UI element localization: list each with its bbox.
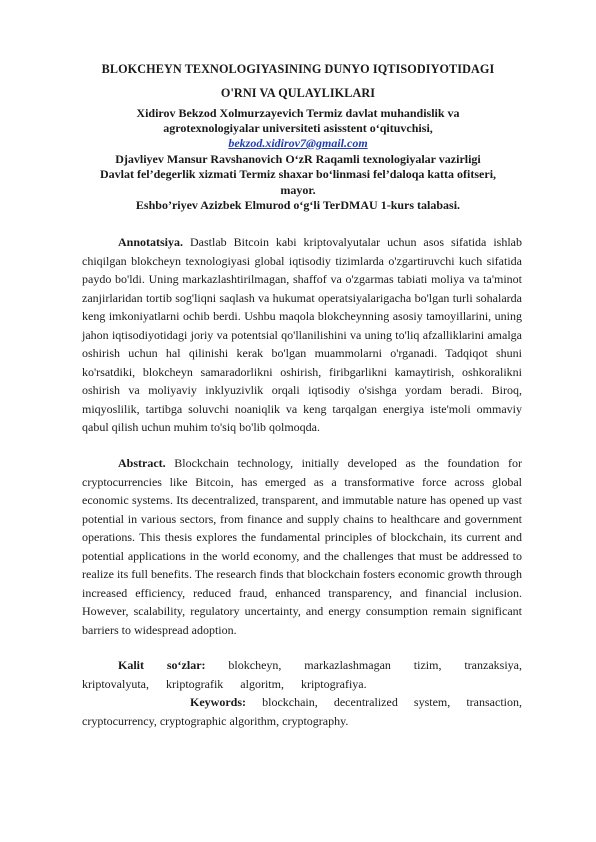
author-3-line-1: Eshbo’riyev Azizbek Elmurod o‘g‘li TerDMAU 1-kurs talabasi. bbox=[135, 198, 461, 212]
annotation-text: Dastlab Bitcoin kabi kriptovalyutalar uchun asos sifatida ishlab chiqilgan blokcheyn texnologiyasi global iqtisodiy tizimlarda o'zgartiruvchi kuch sifatida paydo bo'ldi. Uning markazlashtirilmagan, shaffof va o'zgarmas tabiati moliya va ta'minot zanjirlaridan tortib sog'liqni saqlash va hukumat operatsiyalarigacha bo'lgan turli sohalarda keng imkoniyatlarni ochib berdi. Ushbu maqola blokcheynning asosiy tamoyillarini, uning jahon iqtisodiyotidagi joriy va potentsial qo'llanilishini va uning to'liq afzalliklarini amalga oshirish uchun hal qilinishi kerak bo'lgan muammolarni o'rganadi. Tadqiqot shuni ko'rsatdiki, blokcheyn samaradorlikni oshirish, firibgarlikni kamaytirish, oshkoralikni oshirish va moliyaviy inklyuzivlik orqali iqtisodiy o'sishga yordam beradi. Biroq, miqyoslilik, tartibga soluvchi noaniqlik va keng tarqalgan energiya iste'moli ommaviy qabul qilish uchun muhim to'siq bo'lib qolmoqda. bbox=[82, 235, 523, 434]
abstract-label: Abstract. bbox=[118, 456, 166, 470]
keywords-uz-text: blokcheyn, markazlashmagan tizim, tranzaksiya, kriptovalyuta, kriptografik algoritm, kriptografiya. bbox=[82, 658, 522, 691]
paper-title-line-2: O'RNI VA QULAYLIKLARI bbox=[220, 86, 376, 100]
annotation-paragraph bbox=[82, 233, 522, 437]
author-email-link[interactable]: bekzod.xidirov7@gmail.com bbox=[228, 136, 368, 150]
author-1-line-2: agrotexnologiyalar universiteti asisstent o‘qituvchisi, bbox=[163, 121, 433, 135]
keywords-en-text: blockchain, decentralized system, transaction, cryptocurrency, cryptographic algorithm, cryptography. bbox=[82, 695, 522, 728]
paper-title-line-1: BLOKCHEYN TEXNOLOGIYASINING DUNYO IQTISODIYOTIDAGI bbox=[101, 62, 495, 76]
author-1-line-1: Xidirov Bekzod Xolmurzayevich Termiz davlat muhandislik va bbox=[136, 106, 460, 120]
keywords-en-label: Keywords: bbox=[190, 695, 246, 709]
keywords-en-paragraph bbox=[82, 693, 522, 730]
author-2-line-2: Davlat fel’degerlik xizmati Termiz shaxar bo‘linmasi fel’daloqa katta ofitseri, bbox=[99, 167, 497, 181]
author-2-line-1: Djavliyev Mansur Ravshanovich O‘zR Raqamli texnologiyalar vazirligi bbox=[115, 152, 481, 166]
keywords-uz-label: Kalit so‘zlar: bbox=[118, 658, 206, 672]
annotation-label: Annotatsiya. bbox=[118, 235, 184, 249]
abstract-paragraph bbox=[82, 454, 522, 639]
abstract-text: Blockchain technology, initially developed as the foundation for cryptocurrencies like Bitcoin, has emerged as a transformative force across global economic systems. Its decentralized, transparent, and immutable nature has opened up vast potential in various sectors, from finance and supply chains to healthcare and government operations. This thesis explores the fundamental principles of blockchain, its current and potential applications in the world economy, and the challenges that must be addressed to realize its full benefits. The research finds that blockchain fosters economic growth through increased efficiency, reduced fraud, enhanced transparency, and financial inclusion. However, scalability, regulatory uncertainty, and energy consumption remain significant barriers to widespread adoption. bbox=[82, 456, 522, 637]
keywords-uz-paragraph bbox=[82, 656, 522, 693]
author-2-line-3: mayor. bbox=[280, 183, 316, 197]
